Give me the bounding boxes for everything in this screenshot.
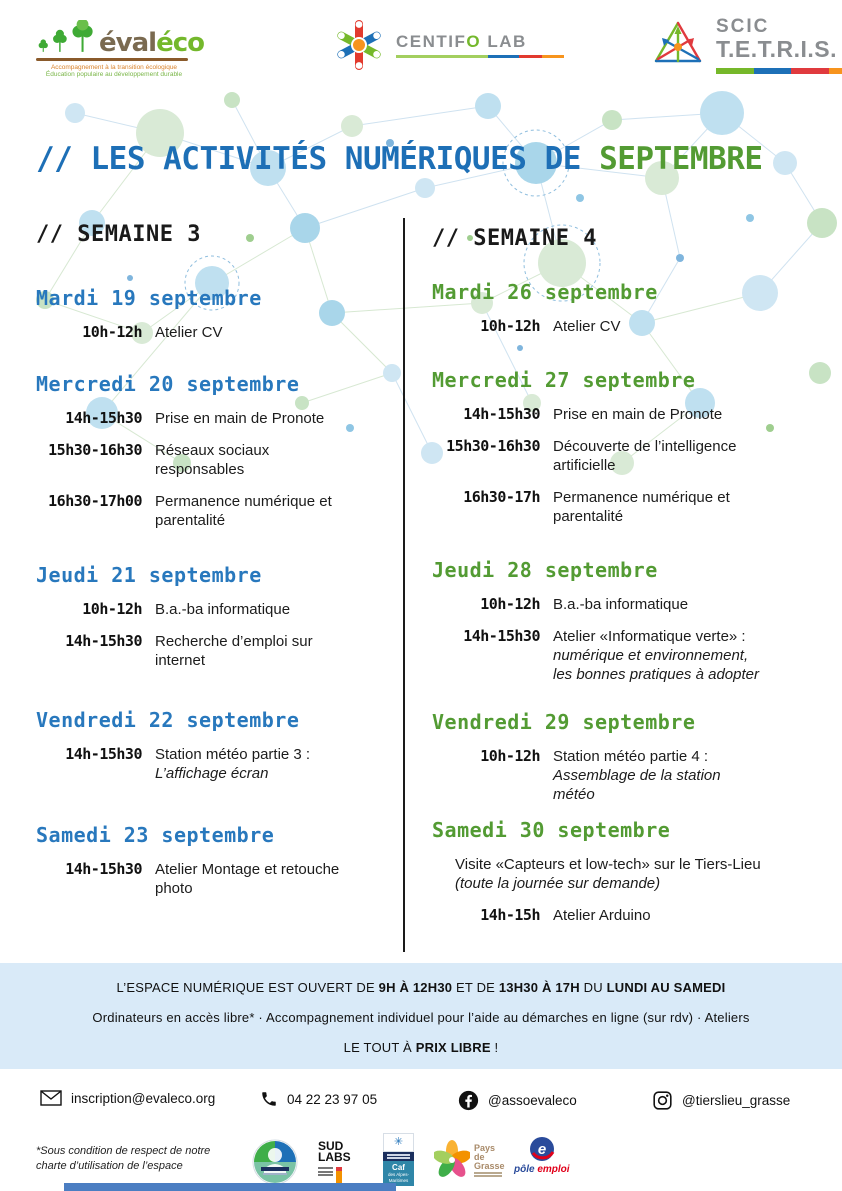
day-title: Mercredi 20 septembre (36, 372, 300, 396)
event-row (36, 860, 402, 898)
partner-logo-caf (383, 1133, 414, 1186)
event-row (36, 632, 402, 670)
event-row (36, 409, 402, 428)
day-block (432, 818, 822, 925)
event-row (36, 745, 402, 783)
centifolab-colorbar (396, 55, 564, 58)
event-row (432, 595, 822, 614)
envelope-icon (40, 1090, 62, 1106)
week3-column (36, 222, 402, 962)
event-label: Atelier CV (155, 324, 223, 341)
phone-contact[interactable] (260, 1090, 377, 1108)
event-row (432, 906, 822, 925)
phone-text: 04 22 23 97 05 (287, 1091, 378, 1107)
event-time: 14h-15h (480, 906, 540, 924)
bottom-cropped-band (64, 1183, 396, 1191)
event-label: Visite «Capteurs et low-tech» sur le Tiers-Lieu (toute la journée sur demande) (455, 856, 761, 892)
week4-column (432, 226, 822, 966)
facebook-contact[interactable] (458, 1090, 577, 1111)
day-title: Mardi 19 septembre (36, 286, 262, 310)
event-row (432, 627, 822, 684)
event-label: B.a.-ba informatique (155, 601, 291, 618)
day-title: Samedi 23 septembre (36, 823, 275, 847)
instagram-handle: @tierslieu_grasse (682, 1093, 791, 1108)
event-row (432, 317, 822, 336)
footnote: *Sous condition de respect de notre charte d’utilisation de l’espace (36, 1145, 211, 1172)
event-time: 14h-15h30 (65, 745, 142, 763)
event-label: Atelier Montage et retouche photo (155, 861, 340, 897)
event-time: 10h-12h (82, 323, 142, 341)
day-block (432, 558, 822, 684)
instagram-icon (652, 1090, 673, 1111)
pole-label-2: emploi (537, 1164, 570, 1175)
instagram-contact[interactable] (652, 1090, 790, 1111)
opening-hours-line: L’ESPACE NUMÉRIQUE EST OUVERT DE 9H À 12H30 ET DE 13H30 À 17H DU LUNDI AU SAMEDI (116, 980, 726, 995)
caf-emblem-icon: ✳ (383, 1133, 414, 1152)
event-label: Permanence numérique et parentalité (155, 493, 332, 529)
info-band (0, 963, 842, 1069)
facebook-handle: @assoevaleco (488, 1093, 577, 1108)
event-row (432, 405, 822, 424)
day-block (36, 823, 402, 898)
phone-icon (260, 1090, 278, 1108)
tetris-logo (650, 16, 842, 74)
sudlabs-region-mark (336, 1167, 342, 1184)
evaleco-baseline (36, 58, 188, 61)
week4-heading: // SEMAINE 4 (432, 226, 597, 251)
event-time: 10h-12h (480, 747, 540, 765)
facebook-icon (458, 1090, 479, 1111)
partner-logo-pays-de-grasse (434, 1140, 505, 1180)
event-time: 10h-12h (480, 317, 540, 335)
event-row (36, 492, 402, 530)
pole-emploi-icon (529, 1136, 555, 1162)
page-title: // LES ACTIVITÉS NUMÉRIQUES DE SEPTEMBRE (36, 141, 763, 177)
caf-sublabel-2: Maritimes (388, 1177, 409, 1183)
day-title: Vendredi 29 septembre (432, 710, 696, 734)
tetris-triangle-icon (650, 16, 706, 68)
event-label: Atelier CV (553, 318, 621, 335)
event-time: 14h-15h30 (463, 405, 540, 423)
event-row (36, 323, 402, 342)
centifolab-wordmark: CENTIFO LAB (396, 32, 527, 51)
page-title-highlight: SEPTEMBRE (599, 141, 763, 177)
day-title: Samedi 30 septembre (432, 818, 671, 842)
event-label: Recherche d’emploi sur internet (155, 633, 313, 669)
event-time: 14h-15h30 (65, 409, 142, 427)
event-row (432, 747, 822, 804)
sudlabs-label-1: SUD (318, 1139, 344, 1153)
centifolab-asterisk-icon (330, 16, 388, 74)
day-title: Jeudi 28 septembre (432, 558, 658, 582)
event-time: 14h-15h30 (463, 627, 540, 645)
day-block (36, 286, 402, 342)
grasse-flower-icon (434, 1140, 470, 1180)
day-block (36, 563, 402, 670)
event-time: 10h-12h (480, 595, 540, 613)
day-title: Mardi 26 septembre (432, 280, 658, 304)
week3-heading: // SEMAINE 3 (36, 222, 201, 247)
evaleco-wordmark: évaléco (99, 28, 204, 58)
evaleco-logo (34, 20, 204, 78)
centifolab-logo (330, 16, 564, 74)
grasse-label: Pays de Grasse (474, 1144, 505, 1177)
day-block (36, 372, 402, 530)
services-line: Ordinateurs en accès libre* · Accompagnement individuel pour l’aide au démarches en ligne (sur rdv) · Ateliers (92, 1010, 750, 1025)
day-title: Vendredi 22 septembre (36, 708, 300, 732)
event-label: Prise en main de Pronote (553, 406, 723, 423)
pole-label-1: pôle (514, 1164, 535, 1175)
tetris-scic-label: SCIC (716, 16, 770, 37)
sudlabs-label-2: LABS (318, 1150, 351, 1164)
event-label: Découverte de l’intelligence artificielle (553, 438, 737, 474)
caf-band (383, 1152, 414, 1161)
tetris-colorbar (716, 68, 842, 74)
evaleco-tagline-1: Accompagnement à la transition écologique (50, 64, 178, 71)
caf-sublabel-1: des Alpes- (387, 1172, 409, 1177)
sudlabs-smallprint (318, 1167, 333, 1178)
event-time: 15h30-16h30 (48, 441, 142, 459)
day-block (432, 280, 822, 336)
day-block (36, 708, 402, 783)
event-time: 14h-15h30 (65, 860, 142, 878)
svg-text:e: e (537, 1141, 546, 1158)
day-block (432, 710, 822, 804)
event-label: Réseaux sociaux responsables (155, 442, 270, 478)
event-label: Prise en main de Pronote (155, 410, 325, 427)
partner-logo-pole-emploi (514, 1136, 570, 1175)
event-label: Atelier Arduino (553, 907, 651, 924)
event-label: Atelier «Informatique verte» : numérique et environnement, les bonnes pratiques à adopter (553, 628, 759, 683)
day-title: Jeudi 21 septembre (36, 563, 262, 587)
event-label: Station météo partie 3 : L’affichage écran (155, 746, 311, 782)
event-row (432, 855, 822, 893)
clover-icon (34, 20, 95, 56)
column-divider (403, 218, 405, 952)
event-row (36, 600, 402, 619)
email-text: inscription@evaleco.org (71, 1090, 216, 1106)
grasse-smallprint (474, 1172, 505, 1177)
event-time: 15h30-16h30 (446, 437, 540, 455)
event-time: 16h30-17h (463, 488, 540, 506)
event-label: Permanence numérique et parentalité (553, 489, 730, 525)
event-row (432, 437, 822, 475)
event-time: 10h-12h (82, 600, 142, 618)
day-title: Mercredi 27 septembre (432, 368, 696, 392)
partner-logo-sudlabs (318, 1141, 351, 1184)
event-label: B.a.-ba informatique (553, 596, 689, 613)
event-time: 14h-15h30 (65, 632, 142, 650)
event-row (432, 488, 822, 526)
day-block (432, 368, 822, 526)
evaleco-tagline-2: Éducation populaire au développement durable (45, 71, 183, 78)
email-contact[interactable] (40, 1090, 215, 1106)
event-time: 16h30-17h00 (48, 492, 142, 510)
tetris-wordmark: T.E.T.R.I.S. (716, 36, 838, 62)
price-line: LE TOUT À PRIX LIBRE ! (343, 1040, 499, 1055)
caf-label: Caf (392, 1163, 405, 1172)
event-row (36, 441, 402, 479)
event-label: Station météo partie 4 : Assemblage de la station météo (553, 748, 721, 803)
